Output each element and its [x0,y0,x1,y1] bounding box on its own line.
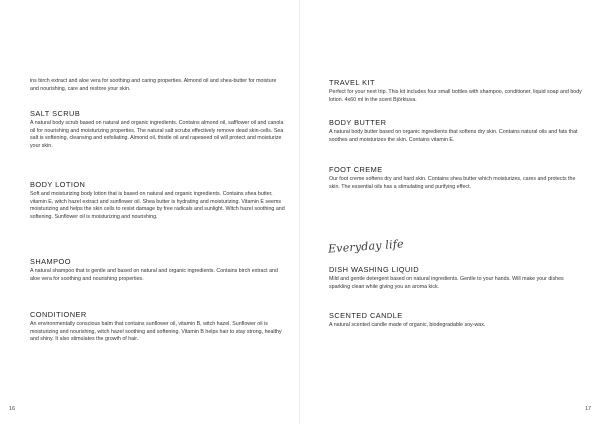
section-title: TRAVEL KIT [329,78,375,87]
section-body: A natural body butter based on organic ingredients that softens dry skin. Contains natural oils and fats that soothes and moisturizes the skin. Contains vitamin E. [329,129,578,143]
section-conditioner [30,310,286,344]
section-shampoo [30,257,286,283]
section-title: SALT SCRUB [30,109,81,118]
page-number: 17 [585,406,592,412]
section-travel-kit [329,78,585,104]
section-body: Perfect for your next trip. This kit includes four small bottles with shampoo, conditioner, liquid soap and body lotion. 4x60 ml in the scent Björktuva. [329,89,582,103]
section-body: Mild and gentle detergent based on natural ingredients. Gentle to your hands. Will make your dishes sparkling clean while giving you an aroma kick. [329,276,564,290]
section-body-lotion [30,180,286,222]
section-dish-washing-liquid [329,265,585,291]
section-title: BODY LOTION [30,180,86,189]
section-body: Our foot creme softens dry and hard skin. Contains shea butter which moisturizes, cares and protects the skin. The essential oils has a stimulating and purifying effect. [329,176,576,190]
section-body: Soft and moisturizing body lotion that is based on natural and organic ingredients. Contains shea butter, vitamin E, witch hazel extract and sunflower oil. Shea butter is hydrating and moisturizing. Vitamin E seems moisturizing and helps the skin cells to resist damage by free radicals and sunlight. Witch hazel soothing and softening. Sunflower oil is moisturizing and nourishing. [30,191,285,221]
section-title: CONDITIONER [30,310,87,319]
section-body: A natural shampoo that is gentle and based on natural and organic ingredients. Contains birch extract and aloe vera for soothing and nourishing properties. [30,268,278,282]
script-heading: Everyday life [327,237,405,256]
intro-paragraph: ins birch extract and aloe vera for soothing and caring properties. Almond oil and shea-butter for moisture and nourishing, care and restore your skin. [30,78,277,92]
section-title: SHAMPOO [30,257,71,266]
section-body: An environmentally conscious balm that contains sunflower oil, vitamin B, witch hazel. Sunflower oil is moisturizing and nourishing, witch hazel soothing and softening. Vitamin B helps hair to stay strong, healthy and shiny. It also stimulates the growth of hair. [30,321,282,343]
section-scented-candle [329,311,585,330]
section-body: A natural body scrub based on natural and organic ingredients. Contains almond oil, safflower oil and canola oil for nourishing and moisturizing properties. The natural salt scrubs effectively remove dead skin-cells. Sea salt is softening, cleansing and exfoliating. Almond oil, thistle oil and rapeseed oil will protect and moisturize your skin. [30,120,284,150]
section-title: BODY BUTTER [329,118,387,127]
section-salt-scrub [30,109,286,151]
section-body: A natural scented candle made of organic, biodegradable soy-wax. [329,322,486,328]
section-title: SCENTED CANDLE [329,311,403,320]
page-number: 16 [9,406,16,412]
right-page [300,0,600,424]
section-foot-creme [329,165,585,191]
section-title: FOOT CREME [329,165,383,174]
section-title: DISH WASHING LIQUID [329,265,419,274]
section-body-butter [329,118,585,144]
